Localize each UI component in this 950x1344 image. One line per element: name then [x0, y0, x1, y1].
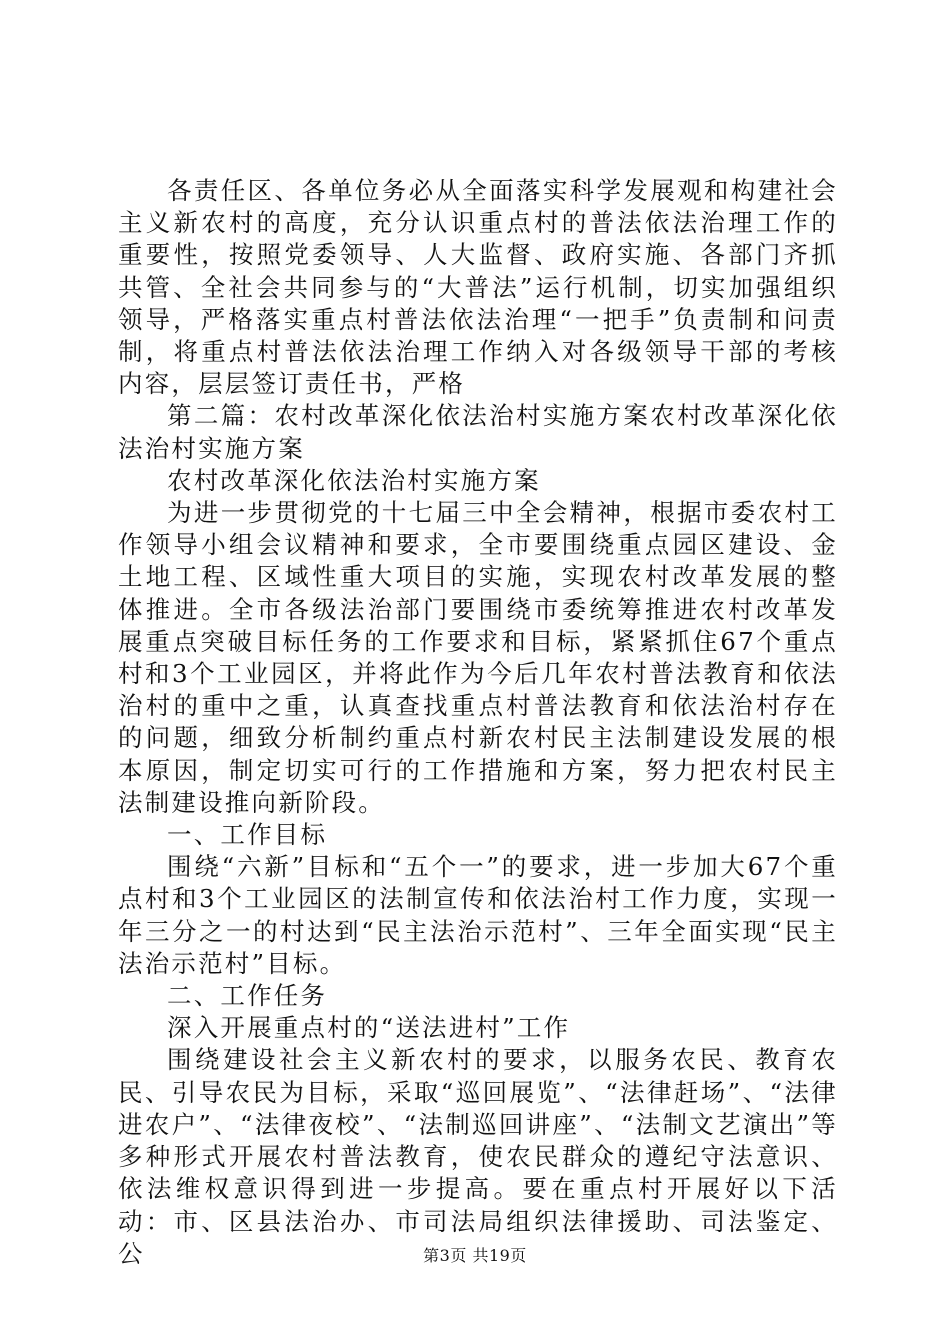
document-title: 农村改革深化依法治村实施方案 — [167, 465, 541, 495]
page-number-footer: 第3页 共19页 — [423, 1246, 527, 1265]
heading-work-goals: 一、工作目标 — [167, 820, 328, 850]
heading-work-tasks: 二、工作任务 — [167, 981, 328, 1011]
paragraph-work-goals: 围绕“六新”目标和“五个一”的要求，进一步加大67个重点村和3个工业园区的法制宣传和依法治村工作力度，实现一年三分之一的村达到“民主法治示范村”、三年全面实现“民主法治示范村”目标。 — [118, 852, 838, 978]
paragraph-law-to-village: 围绕建设社会主义新农村的要求，以服务农民、教育农民、引导农民为目标，采取“巡回展览”、“法律赶场”、“法律进农户”、“法律夜校”、“法制巡回讲座”、“法制文艺演出”等多种形式开展农村普法教育，使农民群众的遵纪守法意识、依法维权意识得到进一步提高。要在重点村开展好以下活动：市、区县法治办、市司法局组织法律援助、司法鉴定、公 — [118, 1045, 838, 1268]
paragraph-introduction: 为进一步贯彻党的十七届三中全会精神，根据市委农村工作领导小组会议精神和要求，全市要围绕重点园区建设、金土地工程、区域性重大项目的实施，实现农村改革发展的整体推进。全市各级法治部门要围绕市委统筹推进农村改革发展重点突破目标任务的工作要求和目标，紧紧抓住67个重点村和3个工业园区，并将此作为今后几年农村普法教育和依法治村的重中之重，认真查找重点村普法教育和依法治村存在的问题，细致分析制约重点村新农村民主法制建设发展的根本原因，制定切实可行的工作措施和方案，努力把农村民主法制建设推向新阶段。 — [118, 498, 838, 817]
section-heading-part-two: 第二篇：农村改革深化依法治村实施方案农村改革深化依法治村实施方案 — [118, 401, 838, 463]
document-body — [118, 175, 838, 1270]
paragraph-responsibility: 各责任区、各单位务必从全面落实科学发展观和构建社会主义新农村的高度，充分认识重点村的普法依法治理工作的重要性，按照党委领导、人大监督、政府实施、各部门齐抓共管、全社会共同参与的“大普法”运行机制，切实加强组织领导，严格落实重点村普法依法治理“一把手”负责制和问责制，将重点村普法依法治理工作纳入对各级领导干部的考核内容，层层签订责任书，严格 — [118, 176, 838, 399]
subheading-law-to-village: 深入开展重点村的“送法进村”工作 — [167, 1013, 571, 1043]
